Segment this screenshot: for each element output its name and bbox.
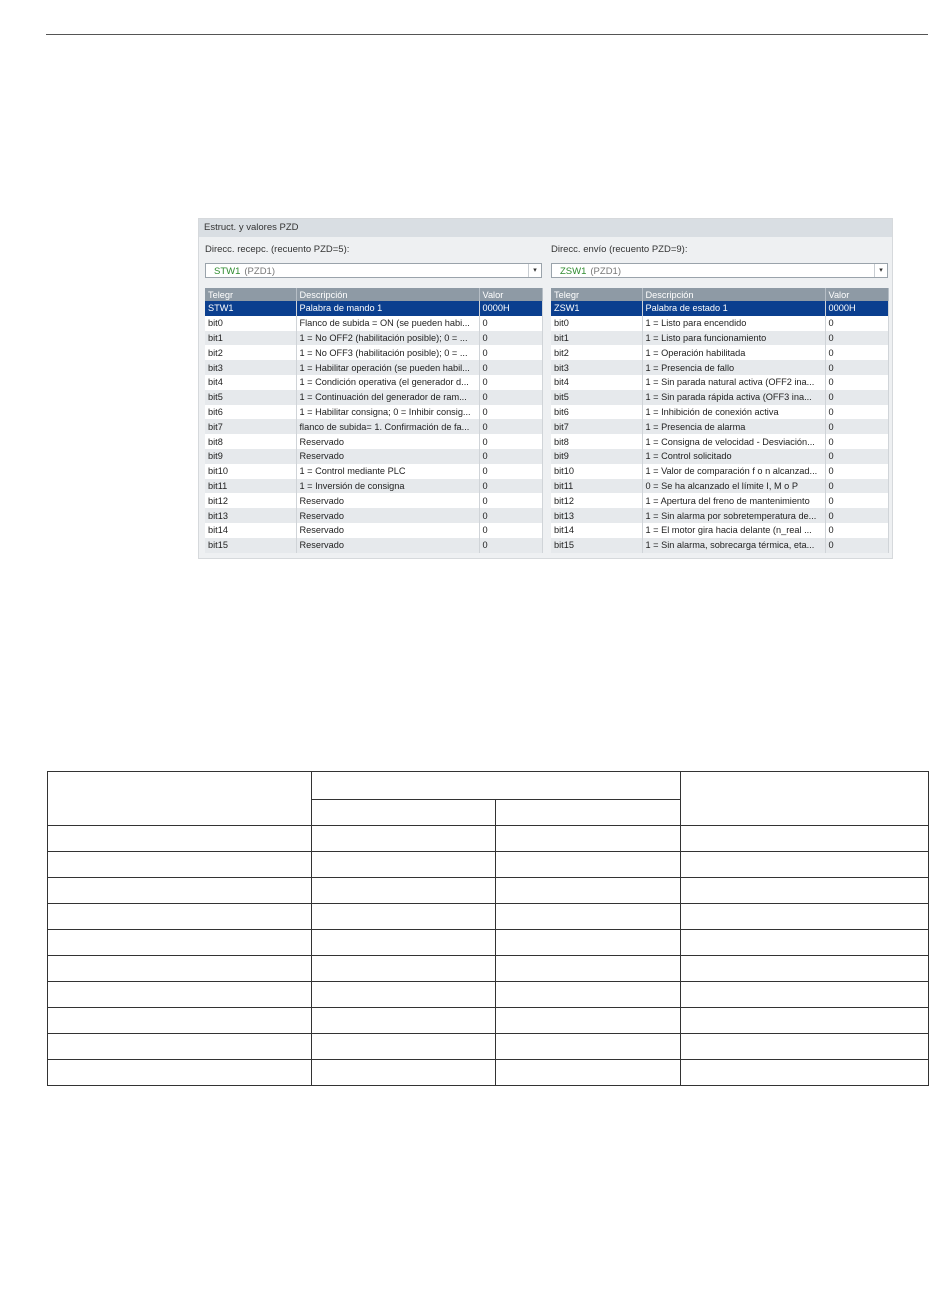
empty-cell: [312, 930, 496, 956]
table-row: [48, 982, 929, 1008]
empty-cell: [681, 1034, 929, 1060]
valor-cell: 0: [479, 390, 542, 405]
valor-cell: 0: [479, 493, 542, 508]
telegr-cell: bit9: [551, 449, 642, 464]
descripcion-cell: 1 = Consigna de velocidad - Desviación...: [642, 434, 825, 449]
telegr-cell: bit11: [551, 479, 642, 494]
empty-cell: [48, 1034, 312, 1060]
column-header-descripcion[interactable]: Descripción: [296, 288, 479, 301]
valor-cell: 0: [479, 345, 542, 360]
empty-cell: [312, 982, 496, 1008]
valor-cell: 0: [479, 479, 542, 494]
header-cell-4: [681, 772, 929, 826]
telegr-cell: bit3: [205, 360, 296, 375]
valor-cell: 0: [825, 464, 888, 479]
empty-cell: [496, 852, 681, 878]
descripcion-cell: 1 = Continuación del generador de ram...: [296, 390, 479, 405]
column-header-descripcion[interactable]: Descripción: [642, 288, 825, 301]
valor-cell: 0: [479, 538, 542, 553]
receive-table: [205, 288, 543, 553]
valor-cell: 0: [825, 479, 888, 494]
valor-cell: 0: [479, 523, 542, 538]
valor-cell: 0: [825, 434, 888, 449]
valor-cell: 0: [825, 390, 888, 405]
descripcion-cell: Reservado: [296, 508, 479, 523]
table-row: [48, 956, 929, 982]
empty-cell: [496, 956, 681, 982]
table-row[interactable]: [551, 360, 888, 375]
descripcion-cell: 1 = Condición operativa (el generador d...: [296, 375, 479, 390]
table-row: [48, 826, 929, 852]
send-telegram-select[interactable]: [551, 263, 888, 278]
descripcion-cell: 1 = No OFF3 (habilitación posible); 0 = ...: [296, 345, 479, 360]
table-row[interactable]: [551, 405, 888, 420]
header-cell-group: [312, 772, 681, 800]
valor-cell: 0: [825, 523, 888, 538]
telegr-cell: bit12: [551, 493, 642, 508]
table-row[interactable]: [551, 434, 888, 449]
column-header-telegr[interactable]: Telegr: [551, 288, 642, 301]
table-row[interactable]: [205, 390, 542, 405]
valor-cell: 0: [479, 375, 542, 390]
valor-cell: 0: [479, 464, 542, 479]
table-row[interactable]: [551, 345, 888, 360]
header-cell-1: [48, 772, 312, 826]
descripcion-cell: 1 = Operación habilitada: [642, 345, 825, 360]
send-column: [551, 243, 888, 553]
send-select-sub: (PZD1): [590, 266, 622, 277]
descripcion-cell: 1 = Control solicitado: [642, 449, 825, 464]
empty-cell: [48, 1008, 312, 1034]
telegr-cell: bit15: [551, 538, 642, 553]
table-row[interactable]: [551, 301, 888, 316]
receive-telegram-select[interactable]: [205, 263, 542, 278]
telegr-cell: bit2: [551, 345, 642, 360]
empty-cell: [496, 878, 681, 904]
empty-cell: [496, 904, 681, 930]
valor-cell: 0: [825, 331, 888, 346]
top-rule: [46, 34, 928, 35]
empty-cell: [48, 1060, 312, 1086]
table-row[interactable]: [551, 390, 888, 405]
telegr-cell: ZSW1: [551, 301, 642, 316]
valor-cell: 0: [825, 449, 888, 464]
empty-cell: [48, 904, 312, 930]
table-row: [48, 930, 929, 956]
telegr-cell: bit5: [551, 390, 642, 405]
empty-cell: [681, 852, 929, 878]
empty-cell: [496, 982, 681, 1008]
telegr-cell: bit3: [551, 360, 642, 375]
telegr-cell: bit14: [551, 523, 642, 538]
table-row[interactable]: [205, 508, 542, 523]
telegr-cell: bit5: [205, 390, 296, 405]
valor-cell: 0: [479, 434, 542, 449]
table-row[interactable]: [205, 434, 542, 449]
panel-title: Estruct. y valores PZD: [199, 219, 892, 237]
send-table: [551, 288, 889, 553]
table-row[interactable]: [551, 331, 888, 346]
column-header-valor[interactable]: Valor: [479, 288, 542, 301]
empty-cell: [496, 1060, 681, 1086]
dropdown-arrow-icon[interactable]: ▾: [874, 264, 887, 277]
empty-cell: [681, 878, 929, 904]
telegr-cell: STW1: [205, 301, 296, 316]
empty-cell: [312, 1060, 496, 1086]
pzd-structure-panel: [198, 218, 893, 559]
descripcion-cell: 1 = Habilitar operación (se pueden habil...: [296, 360, 479, 375]
table-row[interactable]: [205, 538, 542, 553]
dropdown-arrow-icon[interactable]: ▾: [528, 264, 541, 277]
descripcion-cell: Palabra de mando 1: [296, 301, 479, 316]
table-row[interactable]: [551, 523, 888, 538]
valor-cell: 0: [825, 345, 888, 360]
empty-cell: [496, 826, 681, 852]
receive-select-value: STW1: [214, 266, 241, 277]
valor-cell: 0: [825, 316, 888, 331]
descripcion-cell: 1 = Valor de comparación f o n alcanzad...: [642, 464, 825, 479]
empty-cell: [48, 852, 312, 878]
descripcion-cell: 1 = Inversión de consigna: [296, 479, 479, 494]
empty-cell: [681, 956, 929, 982]
descripcion-cell: flanco de subida= 1. Confirmación de fa...: [296, 419, 479, 434]
table-row: [48, 904, 929, 930]
table-row[interactable]: [551, 464, 888, 479]
descripcion-cell: 1 = Presencia de fallo: [642, 360, 825, 375]
descripcion-cell: 1 = Sin parada natural activa (OFF2 ina...: [642, 375, 825, 390]
descripcion-cell: Flanco de subida = ON (se pueden habi...: [296, 316, 479, 331]
telegr-cell: bit4: [551, 375, 642, 390]
empty-cell: [48, 930, 312, 956]
table-row[interactable]: [205, 345, 542, 360]
descripcion-cell: 1 = Sin alarma, sobrecarga térmica, eta...: [642, 538, 825, 553]
table-row[interactable]: [205, 449, 542, 464]
column-header-valor[interactable]: Valor: [825, 288, 888, 301]
valor-cell: 0000H: [825, 301, 888, 316]
table-row[interactable]: [551, 508, 888, 523]
receive-select-sub: (PZD1): [244, 266, 276, 277]
descripcion-cell: 1 = Listo para encendido: [642, 316, 825, 331]
empty-cell: [681, 826, 929, 852]
table-row[interactable]: [551, 375, 888, 390]
descripcion-cell: Reservado: [296, 434, 479, 449]
table-row[interactable]: [205, 419, 542, 434]
empty-cell: [48, 878, 312, 904]
telegr-cell: bit6: [205, 405, 296, 420]
empty-cell: [312, 1008, 496, 1034]
empty-cell: [312, 852, 496, 878]
table-row[interactable]: [205, 464, 542, 479]
table-row: [48, 852, 929, 878]
receive-direction-label: Direcc. recepc. (recuento PZD=5):: [205, 244, 350, 255]
table-row[interactable]: [205, 316, 542, 331]
table-row[interactable]: [205, 405, 542, 420]
descripcion-cell: 1 = Apertura del freno de mantenimiento: [642, 493, 825, 508]
empty-document-table: [47, 771, 929, 1086]
send-select-value: ZSW1: [560, 266, 587, 277]
descripcion-cell: 1 = No OFF2 (habilitación posible); 0 = ...: [296, 331, 479, 346]
empty-cell: [496, 930, 681, 956]
telegr-cell: bit13: [205, 508, 296, 523]
descripcion-cell: 1 = Inhibición de conexión activa: [642, 405, 825, 420]
empty-cell: [48, 826, 312, 852]
descripcion-cell: 1 = El motor gira hacia delante (n_real ...: [642, 523, 825, 538]
telegr-cell: bit9: [205, 449, 296, 464]
empty-cell: [48, 956, 312, 982]
header-subcell-b: [496, 800, 681, 826]
telegr-cell: bit10: [205, 464, 296, 479]
telegr-cell: bit12: [205, 493, 296, 508]
telegr-cell: bit14: [205, 523, 296, 538]
empty-cell: [681, 982, 929, 1008]
valor-cell: 0: [825, 508, 888, 523]
telegr-cell: bit6: [551, 405, 642, 420]
column-header-telegr[interactable]: Telegr: [205, 288, 296, 301]
telegr-cell: bit15: [205, 538, 296, 553]
descripcion-cell: 1 = Control mediante PLC: [296, 464, 479, 479]
telegr-cell: bit8: [205, 434, 296, 449]
table-row: [48, 1034, 929, 1060]
table-row[interactable]: [551, 479, 888, 494]
empty-cell: [496, 1034, 681, 1060]
telegr-cell: bit7: [205, 419, 296, 434]
telegr-cell: bit2: [205, 345, 296, 360]
valor-cell: 0: [479, 508, 542, 523]
descripcion-cell: Reservado: [296, 493, 479, 508]
table-row[interactable]: [205, 523, 542, 538]
send-direction-label: Direcc. envío (recuento PZD=9):: [551, 244, 688, 255]
descripcion-cell: 1 = Presencia de alarma: [642, 419, 825, 434]
empty-cell: [681, 1008, 929, 1034]
empty-cell: [312, 826, 496, 852]
header-subcell-a: [312, 800, 496, 826]
descripcion-cell: 0 = Se ha alcanzado el límite I, M o P: [642, 479, 825, 494]
empty-cell: [681, 930, 929, 956]
telegr-cell: bit13: [551, 508, 642, 523]
telegr-cell: bit0: [551, 316, 642, 331]
telegr-cell: bit1: [551, 331, 642, 346]
descripcion-cell: 1 = Sin parada rápida activa (OFF3 ina...: [642, 390, 825, 405]
telegr-cell: bit8: [551, 434, 642, 449]
table-row[interactable]: [205, 493, 542, 508]
table-row[interactable]: [551, 419, 888, 434]
descripcion-cell: 1 = Habilitar consigna; 0 = Inhibir consig...: [296, 405, 479, 420]
table-row[interactable]: [551, 493, 888, 508]
valor-cell: 0: [479, 360, 542, 375]
telegr-cell: bit10: [551, 464, 642, 479]
valor-cell: 0000H: [479, 301, 542, 316]
empty-cell: [681, 904, 929, 930]
table-row[interactable]: [205, 301, 542, 316]
table-row: [48, 1060, 929, 1086]
valor-cell: 0: [479, 316, 542, 331]
empty-cell: [312, 1034, 496, 1060]
telegr-cell: bit0: [205, 316, 296, 331]
telegr-cell: bit1: [205, 331, 296, 346]
table-row[interactable]: [551, 449, 888, 464]
valor-cell: 0: [825, 493, 888, 508]
valor-cell: 0: [479, 331, 542, 346]
valor-cell: 0: [479, 419, 542, 434]
empty-cell: [681, 1060, 929, 1086]
table-row[interactable]: [205, 360, 542, 375]
valor-cell: 0: [479, 449, 542, 464]
telegr-cell: bit7: [551, 419, 642, 434]
table-row: [48, 1008, 929, 1034]
descripcion-cell: 1 = Sin alarma por sobretemperatura de...: [642, 508, 825, 523]
descripcion-cell: Reservado: [296, 449, 479, 464]
table-row[interactable]: [551, 316, 888, 331]
table-row[interactable]: [205, 375, 542, 390]
valor-cell: 0: [825, 405, 888, 420]
descripcion-cell: Reservado: [296, 538, 479, 553]
valor-cell: 0: [825, 419, 888, 434]
empty-cell: [312, 904, 496, 930]
table-row[interactable]: [205, 479, 542, 494]
telegr-cell: bit11: [205, 479, 296, 494]
valor-cell: 0: [825, 538, 888, 553]
table-row[interactable]: [551, 538, 888, 553]
receive-column: [205, 243, 542, 553]
descripcion-cell: 1 = Listo para funcionamiento: [642, 331, 825, 346]
empty-cell: [312, 878, 496, 904]
empty-cell: [312, 956, 496, 982]
empty-cell: [496, 1008, 681, 1034]
telegr-cell: bit4: [205, 375, 296, 390]
valor-cell: 0: [479, 405, 542, 420]
empty-cell: [48, 982, 312, 1008]
descripcion-cell: Reservado: [296, 523, 479, 538]
valor-cell: 0: [825, 375, 888, 390]
descripcion-cell: Palabra de estado 1: [642, 301, 825, 316]
valor-cell: 0: [825, 360, 888, 375]
table-row[interactable]: [205, 331, 542, 346]
table-row: [48, 878, 929, 904]
